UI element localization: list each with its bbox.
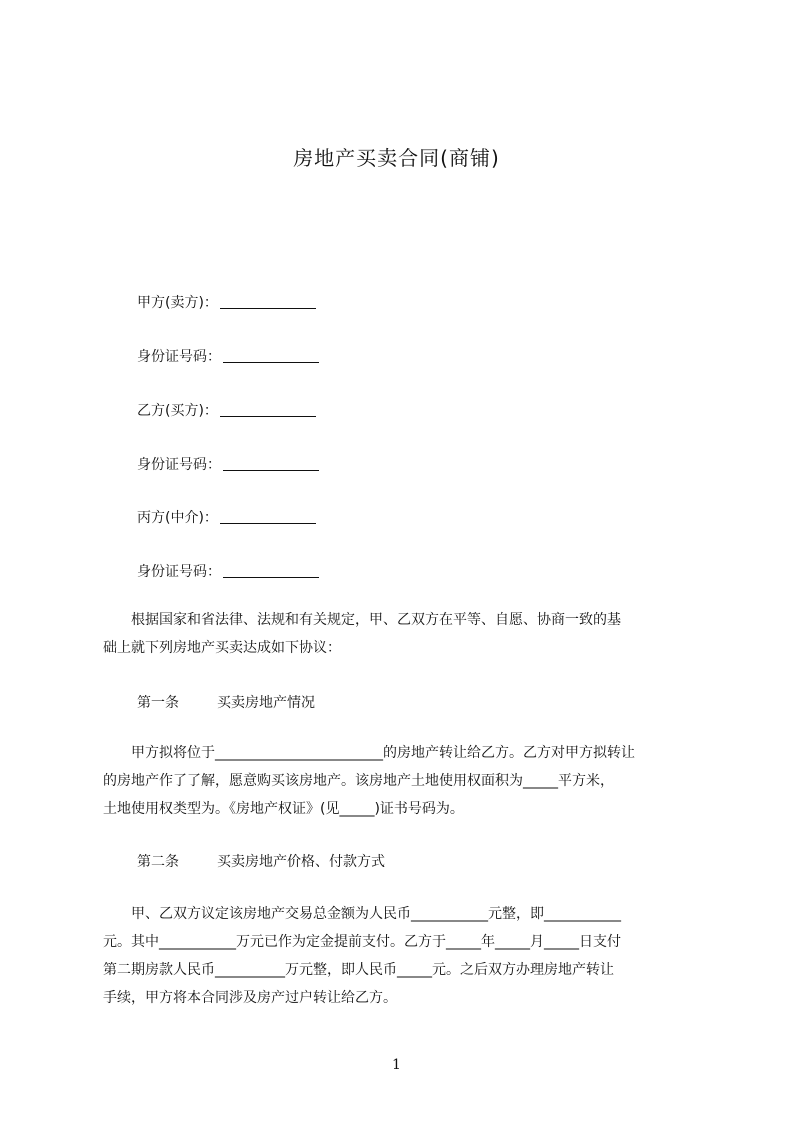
party-agent-id-blank — [223, 563, 319, 578]
article-1-line: 的房地产作了了解，愿意购买该房地产。该房地产土地使用权面积为_____平方米， — [103, 773, 614, 789]
article-2-paragraph — [103, 900, 703, 1012]
party-buyer-blank — [220, 402, 316, 417]
article-1-line: 甲方拟将位于________________________的房地产转让给乙方。乙方对甲方拟转让 — [103, 745, 635, 761]
preamble-paragraph — [103, 606, 703, 662]
party-buyer-id-label: 身份证号码： — [137, 457, 221, 473]
article-1-line: 土地使用权类型为。《房地产权证》(见_____)证书号码为。 — [103, 801, 464, 817]
party-seller-id — [137, 346, 319, 366]
party-agent-blank — [220, 509, 316, 524]
party-agent-id — [137, 561, 319, 581]
party-buyer-id — [137, 454, 319, 474]
party-seller-label: 甲方(卖方)： — [137, 295, 218, 311]
party-seller-id-blank — [223, 348, 319, 363]
party-buyer — [137, 400, 316, 420]
party-agent — [137, 507, 316, 527]
article-2-line: 元。其中___________万元已作为定金提前支付。乙方于_____年_____月_____日支付 — [103, 934, 621, 950]
party-seller — [137, 292, 316, 312]
document-title: 房地产买卖合同(商铺) — [293, 146, 500, 170]
article-1-heading — [137, 692, 315, 712]
preamble-line: 础上就下列房地产买卖达成如下协议： — [103, 640, 341, 656]
article-2-line: 第二期房款人民币__________万元整，即人民币_____元。之后双方办理房地产转让 — [103, 962, 614, 978]
article-2-title: 买卖房地产价格、付款方式 — [217, 854, 385, 870]
page-number: 1 — [392, 1057, 401, 1073]
party-seller-blank — [220, 294, 316, 309]
party-seller-id-label: 身份证号码： — [137, 349, 221, 365]
article-2-number: 第二条 — [137, 854, 179, 870]
party-buyer-label: 乙方(买方)： — [137, 403, 218, 419]
preamble-line: 根据国家和省法律、法规和有关规定，甲、乙双方在平等、自愿、协商一致的基 — [103, 612, 621, 628]
article-1-paragraph — [103, 739, 703, 823]
article-1-title: 买卖房地产情况 — [217, 695, 315, 711]
party-agent-id-label: 身份证号码： — [137, 564, 221, 580]
article-1-number: 第一条 — [137, 695, 179, 711]
party-agent-label: 丙方(中介)： — [137, 510, 218, 526]
article-2-heading — [137, 851, 385, 871]
article-2-line: 手续，甲方将本合同涉及房产过户转让给乙方。 — [103, 990, 397, 1006]
party-buyer-id-blank — [223, 456, 319, 471]
article-2-line: 甲、乙双方议定该房地产交易总金额为人民币___________元整，即___________ — [103, 906, 621, 922]
